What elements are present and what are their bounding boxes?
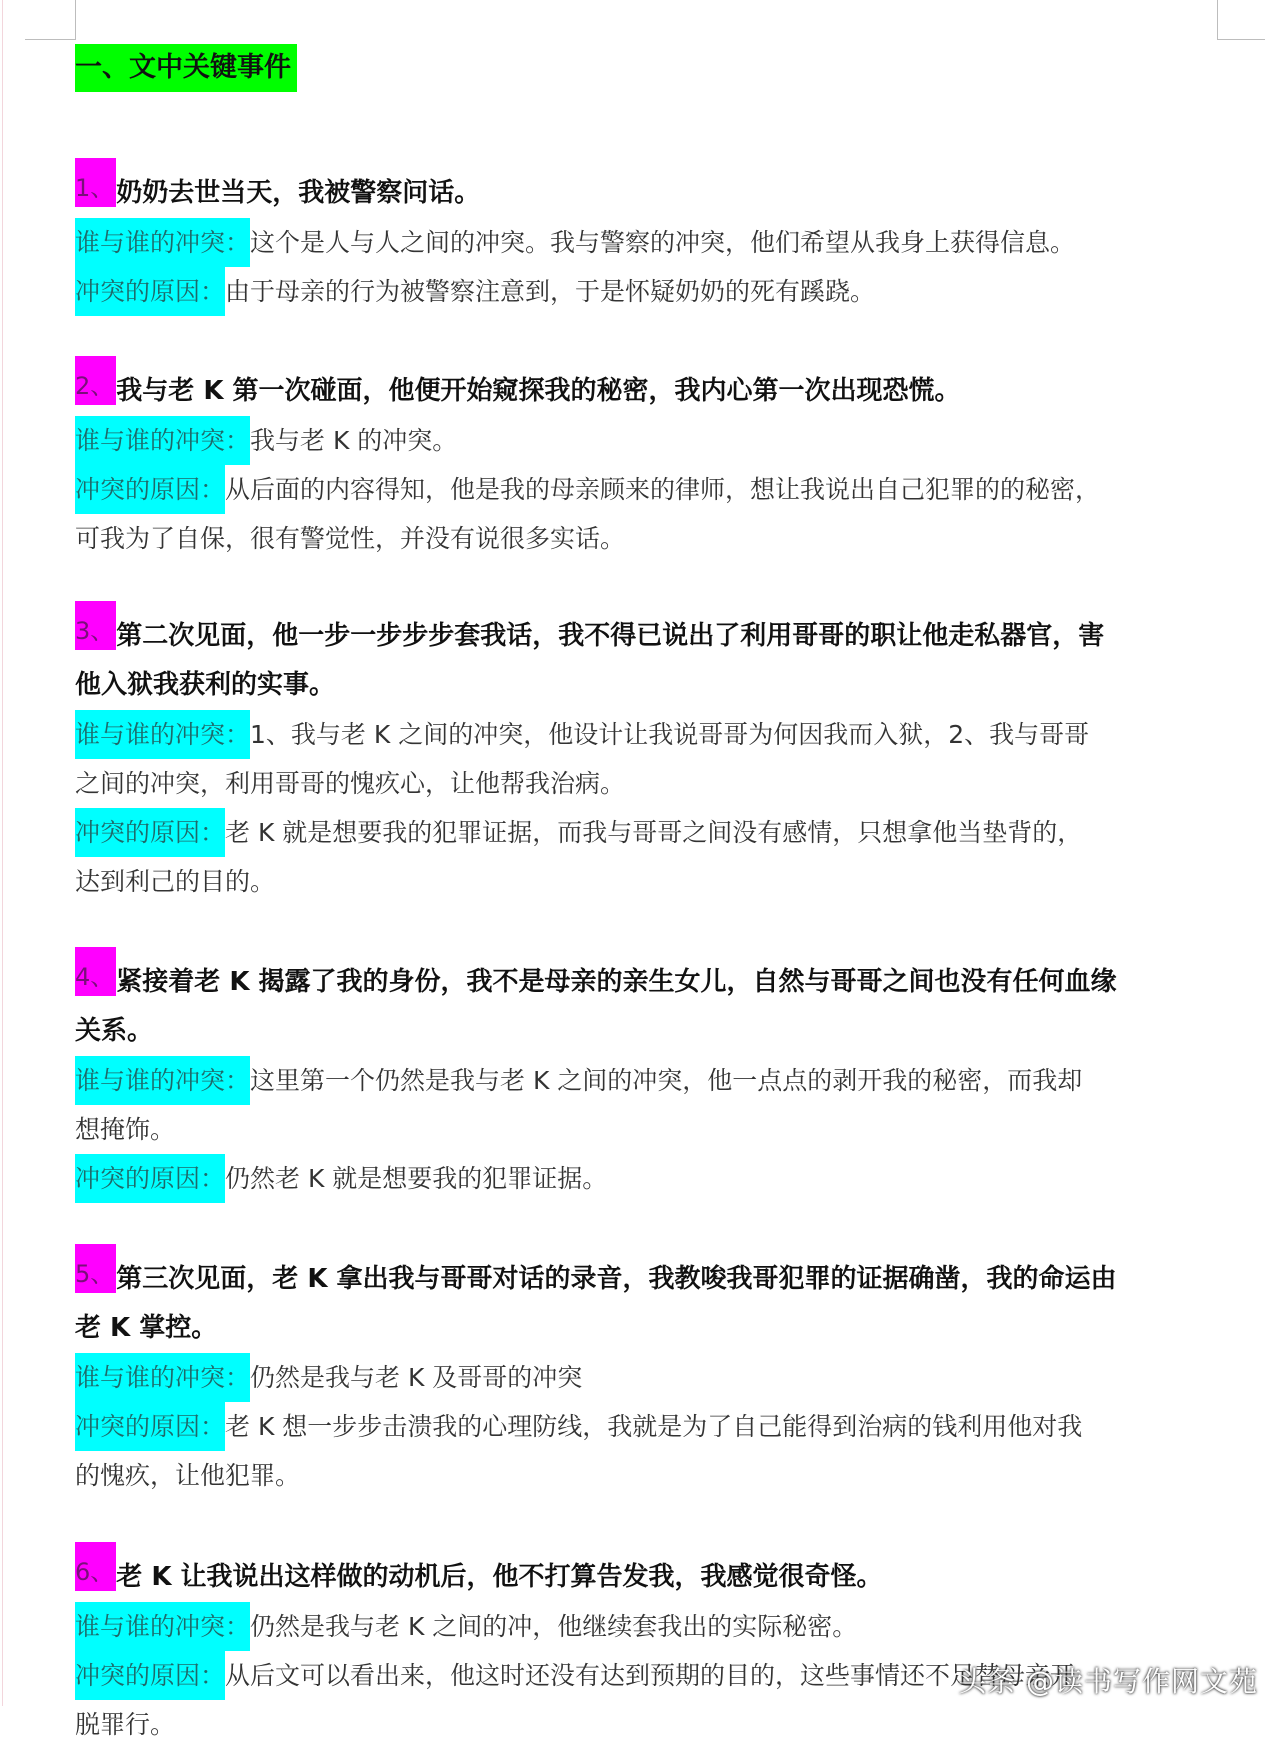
conflict-parties-line [75, 416, 1220, 465]
margin-mark-right-h [1217, 39, 1265, 40]
event-item [75, 612, 1220, 906]
conflict-reason-line [75, 857, 1220, 906]
conflict-parties-line [75, 218, 1220, 267]
conflict-reason-text: 从后面的内容得知，他是我的母亲顾来的律师，想让我说出自己犯罪的的秘密， [225, 475, 1101, 504]
event-title-line [75, 1255, 1220, 1304]
conflict-parties-line [75, 759, 1220, 808]
conflict-parties-label: 谁与谁的冲突： [75, 1056, 250, 1105]
conflict-parties-label: 谁与谁的冲突： [75, 710, 250, 759]
conflict-parties-label: 谁与谁的冲突： [75, 218, 250, 267]
event-title-line [75, 661, 1220, 710]
conflict-reason-line [75, 1700, 1220, 1749]
event-item [75, 958, 1220, 1203]
event-title: 紧接着老 K 揭露了我的身份，我不是母亲的亲生女儿，自然与哥哥之间也没有任何血缘 [116, 967, 1117, 997]
page-edge [2, 0, 3, 1706]
event-title: 他入狱我获利的实事。 [75, 670, 336, 700]
conflict-parties-label: 谁与谁的冲突： [75, 1602, 250, 1651]
conflict-parties-line [75, 1353, 1220, 1402]
watermark: 头条 @读书写作网文苑 [958, 1665, 1258, 1698]
event-title-line [75, 1007, 1220, 1056]
conflict-reason-text: 仍然老 K 就是想要我的犯罪证据。 [225, 1164, 608, 1193]
conflict-reason-text: 达到利己的目的。 [75, 867, 276, 896]
section-heading: 一、文中关键事件 [75, 44, 297, 92]
margin-mark-right [1217, 0, 1218, 39]
conflict-reason-line [75, 267, 1220, 316]
conflict-reason-text: 老 K 就是想要我的犯罪证据，而我与哥哥之间没有感情，只想拿他当垫背的， [225, 818, 1083, 847]
event-title-line [75, 612, 1220, 661]
conflict-parties-text: 这个是人与人之间的冲突。我与警察的冲突，他们希望从我身上获得信息。 [250, 228, 1076, 257]
event-title: 第二次见面，他一步一步步步套我话，我不得已说出了利用哥哥的职让他走私器官，害 [116, 621, 1105, 651]
conflict-parties-line [75, 710, 1220, 759]
conflict-reason-label: 冲突的原因： [75, 808, 225, 857]
conflict-reason-line [75, 1154, 1220, 1203]
event-item [75, 1255, 1220, 1500]
event-title: 关系。 [75, 1016, 154, 1046]
event-item [75, 1553, 1220, 1749]
margin-mark-left-h [25, 39, 76, 40]
conflict-parties-text: 想掩饰。 [75, 1115, 176, 1144]
conflict-reason-label: 冲突的原因： [75, 1651, 225, 1700]
conflict-reason-text: 的愧疚，让他犯罪。 [75, 1461, 301, 1490]
event-number: 6、 [75, 1542, 116, 1591]
conflict-reason-text: 老 K 想一步步击溃我的心理防线，我就是为了自己能得到治病的钱利用他对我 [225, 1412, 1083, 1441]
event-title-line [75, 1553, 1220, 1602]
conflict-parties-line [75, 1105, 1220, 1154]
conflict-reason-line [75, 808, 1220, 857]
event-title: 老 K 让我说出这样做的动机后，他不打算告发我，我感觉很奇怪。 [116, 1562, 883, 1592]
event-number: 5、 [75, 1244, 116, 1293]
event-item [75, 367, 1220, 563]
event-title: 奶奶去世当天，我被警察问话。 [116, 178, 481, 208]
conflict-reason-label: 冲突的原因： [75, 1402, 225, 1451]
conflict-reason-line [75, 465, 1220, 514]
event-title-line [75, 958, 1220, 1007]
event-number: 1、 [75, 158, 116, 207]
event-number: 2、 [75, 356, 116, 405]
event-title-line [75, 1304, 1220, 1353]
event-title: 我与老 K 第一次碰面，他便开始窥探我的秘密，我内心第一次出现恐慌。 [116, 376, 961, 406]
conflict-parties-text: 我与老 K 的冲突。 [250, 426, 458, 455]
conflict-parties-text: 之间的冲突，利用哥哥的愧疚心，让他帮我治病。 [75, 769, 626, 798]
event-number: 4、 [75, 947, 116, 996]
conflict-parties-text: 这里第一个仍然是我与老 K 之间的冲突，他一点点的剥开我的秘密，而我却 [250, 1066, 1083, 1095]
event-title-line [75, 367, 1220, 416]
conflict-parties-line [75, 1602, 1220, 1651]
conflict-parties-text: 仍然是我与老 K 之间的冲，他继续套我出的实际秘密。 [250, 1612, 858, 1641]
conflict-parties-label: 谁与谁的冲突： [75, 416, 250, 465]
conflict-reason-label: 冲突的原因： [75, 267, 225, 316]
conflict-parties-text: 1、我与老 K 之间的冲突，他设计让我说哥哥为何因我而入狱，2、我与哥哥 [250, 720, 1090, 749]
conflict-parties-line [75, 1056, 1220, 1105]
event-number: 3、 [75, 601, 116, 650]
margin-mark-left [75, 0, 76, 39]
event-title-line [75, 169, 1220, 218]
conflict-reason-label: 冲突的原因： [75, 465, 225, 514]
conflict-reason-text: 可我为了自保，很有警觉性，并没有说很多实话。 [75, 524, 626, 553]
conflict-parties-text: 仍然是我与老 K 及哥哥的冲突 [250, 1363, 583, 1392]
conflict-reason-text: 脱罪行。 [75, 1710, 176, 1739]
event-title: 第三次见面，老 K 拿出我与哥哥对话的录音，我教唆我哥犯罪的证据确凿，我的命运由 [116, 1264, 1117, 1294]
conflict-reason-line [75, 1402, 1220, 1451]
conflict-reason-text: 从后文可以看出来，他这时还没有达到预期的目的，这些事情还不足替母亲开 [225, 1661, 1076, 1690]
conflict-reason-line [75, 514, 1220, 563]
event-title: 老 K 掌控。 [75, 1313, 218, 1343]
conflict-reason-line [75, 1451, 1220, 1500]
conflict-reason-text: 由于母亲的行为被警察注意到，于是怀疑奶奶的死有蹊跷。 [225, 277, 876, 306]
event-item [75, 169, 1220, 316]
conflict-parties-label: 谁与谁的冲突： [75, 1353, 250, 1402]
conflict-reason-label: 冲突的原因： [75, 1154, 225, 1203]
